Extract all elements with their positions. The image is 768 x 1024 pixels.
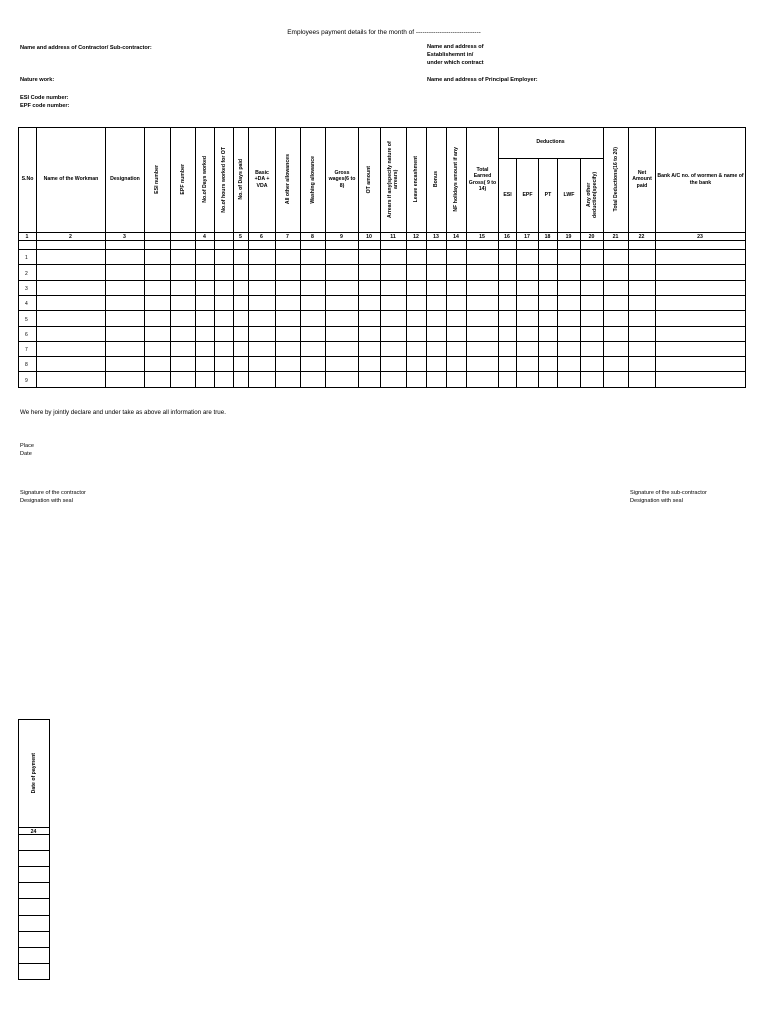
column-number: 22 <box>638 234 645 240</box>
column-number: 3 <box>123 234 126 240</box>
column-number: 15 <box>479 234 485 240</box>
table-line <box>18 280 746 281</box>
column-number: 23 <box>697 234 703 240</box>
column-number: 10 <box>366 234 372 240</box>
table-line <box>745 127 746 388</box>
table-line <box>18 387 746 388</box>
contractor-label: Name and address of Contractor/ Sub-contractor: <box>20 45 152 51</box>
column-number: 5 <box>239 234 242 240</box>
column-number: 21 <box>612 234 619 240</box>
column-header-label: Washing allowance <box>309 155 316 204</box>
column-header-label: No.of Days worked <box>201 156 208 203</box>
column-header <box>326 129 358 230</box>
column-header <box>19 129 36 230</box>
column-header-label: ESI <box>503 191 512 198</box>
column-number: 19 <box>565 234 572 240</box>
column-header <box>539 160 557 230</box>
column-header-label: Name of the Workman <box>43 176 99 183</box>
column-header <box>196 129 214 230</box>
table-line <box>498 158 603 159</box>
column-header-label: Any other deduction(specify) <box>585 171 598 219</box>
column-header <box>604 129 628 230</box>
table-line <box>18 371 746 372</box>
column-number: 14 <box>453 234 459 240</box>
column-number: 9 <box>340 234 343 240</box>
row-number: 5 <box>25 317 28 323</box>
column-number: 2 <box>69 234 72 240</box>
establishment-label-line-1: Name and address of <box>427 44 484 50</box>
column-header-label: Gross wages(6 to 8) <box>328 170 356 189</box>
contractor-designation-line: Designation with seal <box>20 498 73 505</box>
place-label: Place <box>20 443 34 449</box>
column-header <box>37 129 105 230</box>
column-number: 17 <box>524 234 530 240</box>
column-header-label: Bank A/C no. of wormen & name of the bank <box>657 173 744 186</box>
column-header <box>359 129 380 230</box>
declaration-text: We here by jointly declare and under take as above all information are true. <box>20 409 226 416</box>
esi-code-label: ESI Code number: <box>20 95 69 101</box>
column-header-label: PT <box>544 191 552 198</box>
column-number: 12 <box>413 234 419 240</box>
small-table-line <box>18 979 50 980</box>
nature-work-label: Nature work: <box>20 77 55 83</box>
date-of-payment-header <box>19 721 49 825</box>
column-header-label: EPF <box>522 191 533 198</box>
date-label: Date <box>20 451 32 457</box>
column-number: 11 <box>390 234 396 240</box>
column-header-label: Net Amount paid <box>632 170 652 189</box>
column-header <box>581 160 603 230</box>
small-table-line <box>18 898 50 899</box>
row-number: 6 <box>25 332 28 338</box>
column-header <box>407 129 426 230</box>
column-header <box>656 129 745 230</box>
column-number <box>144 233 170 241</box>
column-header <box>145 129 170 230</box>
small-table-line <box>18 866 50 867</box>
column-header-label: Designation <box>110 176 140 183</box>
column-header <box>249 129 275 230</box>
column-header <box>558 160 580 230</box>
table-line <box>18 295 746 296</box>
small-table-line <box>18 931 50 932</box>
epf-code-label: EPF code number: <box>20 103 70 109</box>
column-header <box>276 129 300 230</box>
column-header <box>171 129 195 230</box>
table-line <box>18 326 746 327</box>
table-line <box>18 249 746 250</box>
small-table-line <box>18 882 50 883</box>
contractor-signature <box>20 489 86 505</box>
table-line <box>18 127 746 128</box>
subcontractor-designation-line: Designation with seal <box>630 498 683 505</box>
column-header <box>381 129 406 230</box>
column-number: 18 <box>544 234 551 240</box>
establishment-label-line-3: under which contract <box>427 60 484 67</box>
column-number: 8 <box>311 234 314 240</box>
column-header <box>517 160 538 230</box>
row-number: 4 <box>25 301 28 307</box>
subcontractor-signature-line: Signature of the sub-contractor <box>630 490 707 496</box>
column-number: 16 <box>504 234 510 240</box>
small-table-line <box>18 963 50 964</box>
row-number: 2 <box>25 271 28 277</box>
page-title: Employees payment details for the month of ------------------------------ <box>287 29 481 36</box>
table-line <box>18 341 746 342</box>
principal-employer-label: Name and address of Principal Employer: <box>427 77 538 83</box>
row-number: 1 <box>25 255 28 261</box>
small-table-line <box>49 719 50 980</box>
column-number: 7 <box>286 234 289 240</box>
small-table-line <box>18 850 50 851</box>
row-number: 9 <box>25 378 28 384</box>
contractor-signature-line: Signature of the contractor <box>20 490 86 496</box>
column-header-label: Leave encashment <box>413 156 420 203</box>
row-number: 8 <box>25 362 28 368</box>
column-number: 4 <box>203 234 206 240</box>
small-table-line <box>18 947 50 948</box>
establishment-label-line-2: Establishemnt in/ <box>427 52 474 59</box>
column-number: 20 <box>588 234 595 240</box>
column-header-label: Arrears if any(specify nature of arrears) <box>387 141 400 218</box>
column-number: 13 <box>433 234 439 240</box>
column-header-label: EPF number <box>179 164 186 195</box>
establishment-label <box>427 43 484 68</box>
column-header-label: All other allowances <box>284 154 291 205</box>
column-header-label: Bonus <box>433 171 440 188</box>
date-of-payment-header-label: Date of payment <box>30 752 37 794</box>
column-header-label: LWF <box>563 191 575 198</box>
column-header <box>427 129 446 230</box>
column-header-label: No.of hours worked for OT <box>220 146 227 213</box>
small-table-line <box>18 719 50 720</box>
column-header-label: No. of Days paid <box>237 159 244 200</box>
column-header-label: NF holidays amount if any <box>453 147 460 212</box>
row-number: 3 <box>25 286 28 292</box>
date-of-payment-column-number: 24 <box>30 828 37 835</box>
column-header <box>234 129 248 230</box>
small-table-line <box>18 915 50 916</box>
subcontractor-signature <box>630 489 707 505</box>
column-number <box>170 233 195 241</box>
column-header <box>106 129 144 230</box>
column-header <box>301 129 325 230</box>
column-header <box>447 129 466 230</box>
column-header-label: Total Deductions(16 to 20) <box>612 147 619 212</box>
column-header-label: OT amount <box>366 165 373 194</box>
column-header-label: Total Earned Gross( 9 to 14) <box>468 167 497 192</box>
column-header <box>499 160 516 230</box>
column-header <box>629 129 655 230</box>
column-number: 6 <box>260 234 263 240</box>
deductions-group-header: Deductions <box>536 139 565 146</box>
table-line <box>18 356 746 357</box>
column-header <box>467 129 498 230</box>
column-number: 1 <box>25 234 29 240</box>
table-line <box>18 264 746 265</box>
column-header-label: Basic +DA + VDA <box>254 170 270 189</box>
column-header <box>215 129 233 230</box>
table-line <box>18 310 746 311</box>
column-header-label: S.No <box>21 176 34 183</box>
row-number: 7 <box>25 347 28 353</box>
column-number <box>214 233 233 241</box>
column-header-label: ESI number <box>154 165 161 194</box>
